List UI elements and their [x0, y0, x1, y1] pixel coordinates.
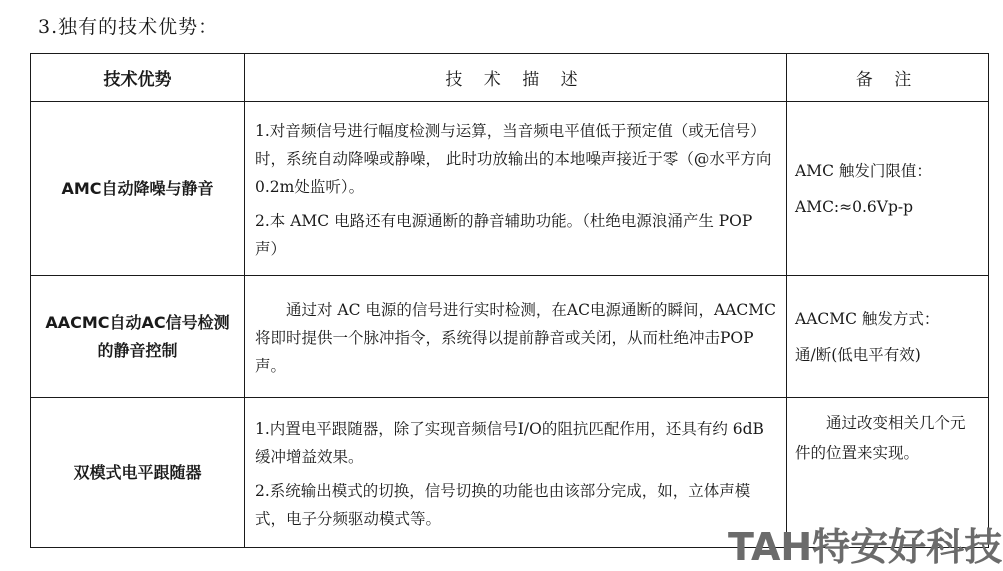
description-paragraph: 通过对 AC 电源的信号进行实时检测，在AC电源通断的瞬间，AACMC将即时提供一个脉冲指令，系统得以提前静音或关闭，从而杜绝冲击POP声。: [255, 300, 776, 375]
advantage-cell: AMC自动降噪与静音: [31, 102, 245, 276]
advantages-table: [30, 53, 989, 548]
description-paragraph: 2.本 AMC 电路还有电源通断的静音辅助功能。（杜绝电源浪涌产生 POP 声）: [255, 211, 753, 258]
note-line: 通/断(低电平有效): [795, 345, 921, 364]
description-paragraph: 1.内置电平跟随器，除了实现音频信号I/O的阻抗匹配作用，还具有约 6dB 缓冲增益效果。: [255, 419, 764, 466]
section-heading: 3.独有的技术优势：: [38, 16, 219, 38]
table-row: [31, 276, 989, 398]
table-header-row: [31, 54, 989, 102]
header-description: 技 术 描 述: [245, 54, 787, 102]
note-line: AMC 触发门限值：: [795, 161, 932, 180]
note-cell: [787, 102, 989, 276]
header-note: 备 注: [787, 54, 989, 102]
table-row: [31, 102, 989, 276]
description-paragraph: 2.系统输出模式的切换，信号切换的功能也由该部分完成，如，立体声模式，电子分频驱动模式等。: [255, 481, 751, 528]
advantage-cell: AACMC自动AC信号检测的静音控制: [31, 276, 245, 398]
description-cell: [245, 276, 787, 398]
description-cell: [245, 102, 787, 276]
note-line: 通过改变相关几个元件的位置来实现。: [795, 414, 966, 462]
description-paragraph: 1.对音频信号进行幅度检测与运算，当音频电平值低于预定值（或无信号）时，系统自动降噪或静噪， 此时功放输出的本地噪声接近于零（@水平方向0.2m处监听）。: [255, 121, 772, 196]
note-cell: [787, 276, 989, 398]
note-line: AACMC 触发方式：: [795, 309, 940, 328]
note-line: AMC:≈0.6Vp-p: [795, 197, 914, 216]
header-advantage: 技术优势: [31, 54, 245, 102]
advantage-cell: 双模式电平跟随器: [31, 398, 245, 548]
watermark-logo: TAH特安好科技: [728, 525, 1003, 569]
description-cell: [245, 398, 787, 548]
